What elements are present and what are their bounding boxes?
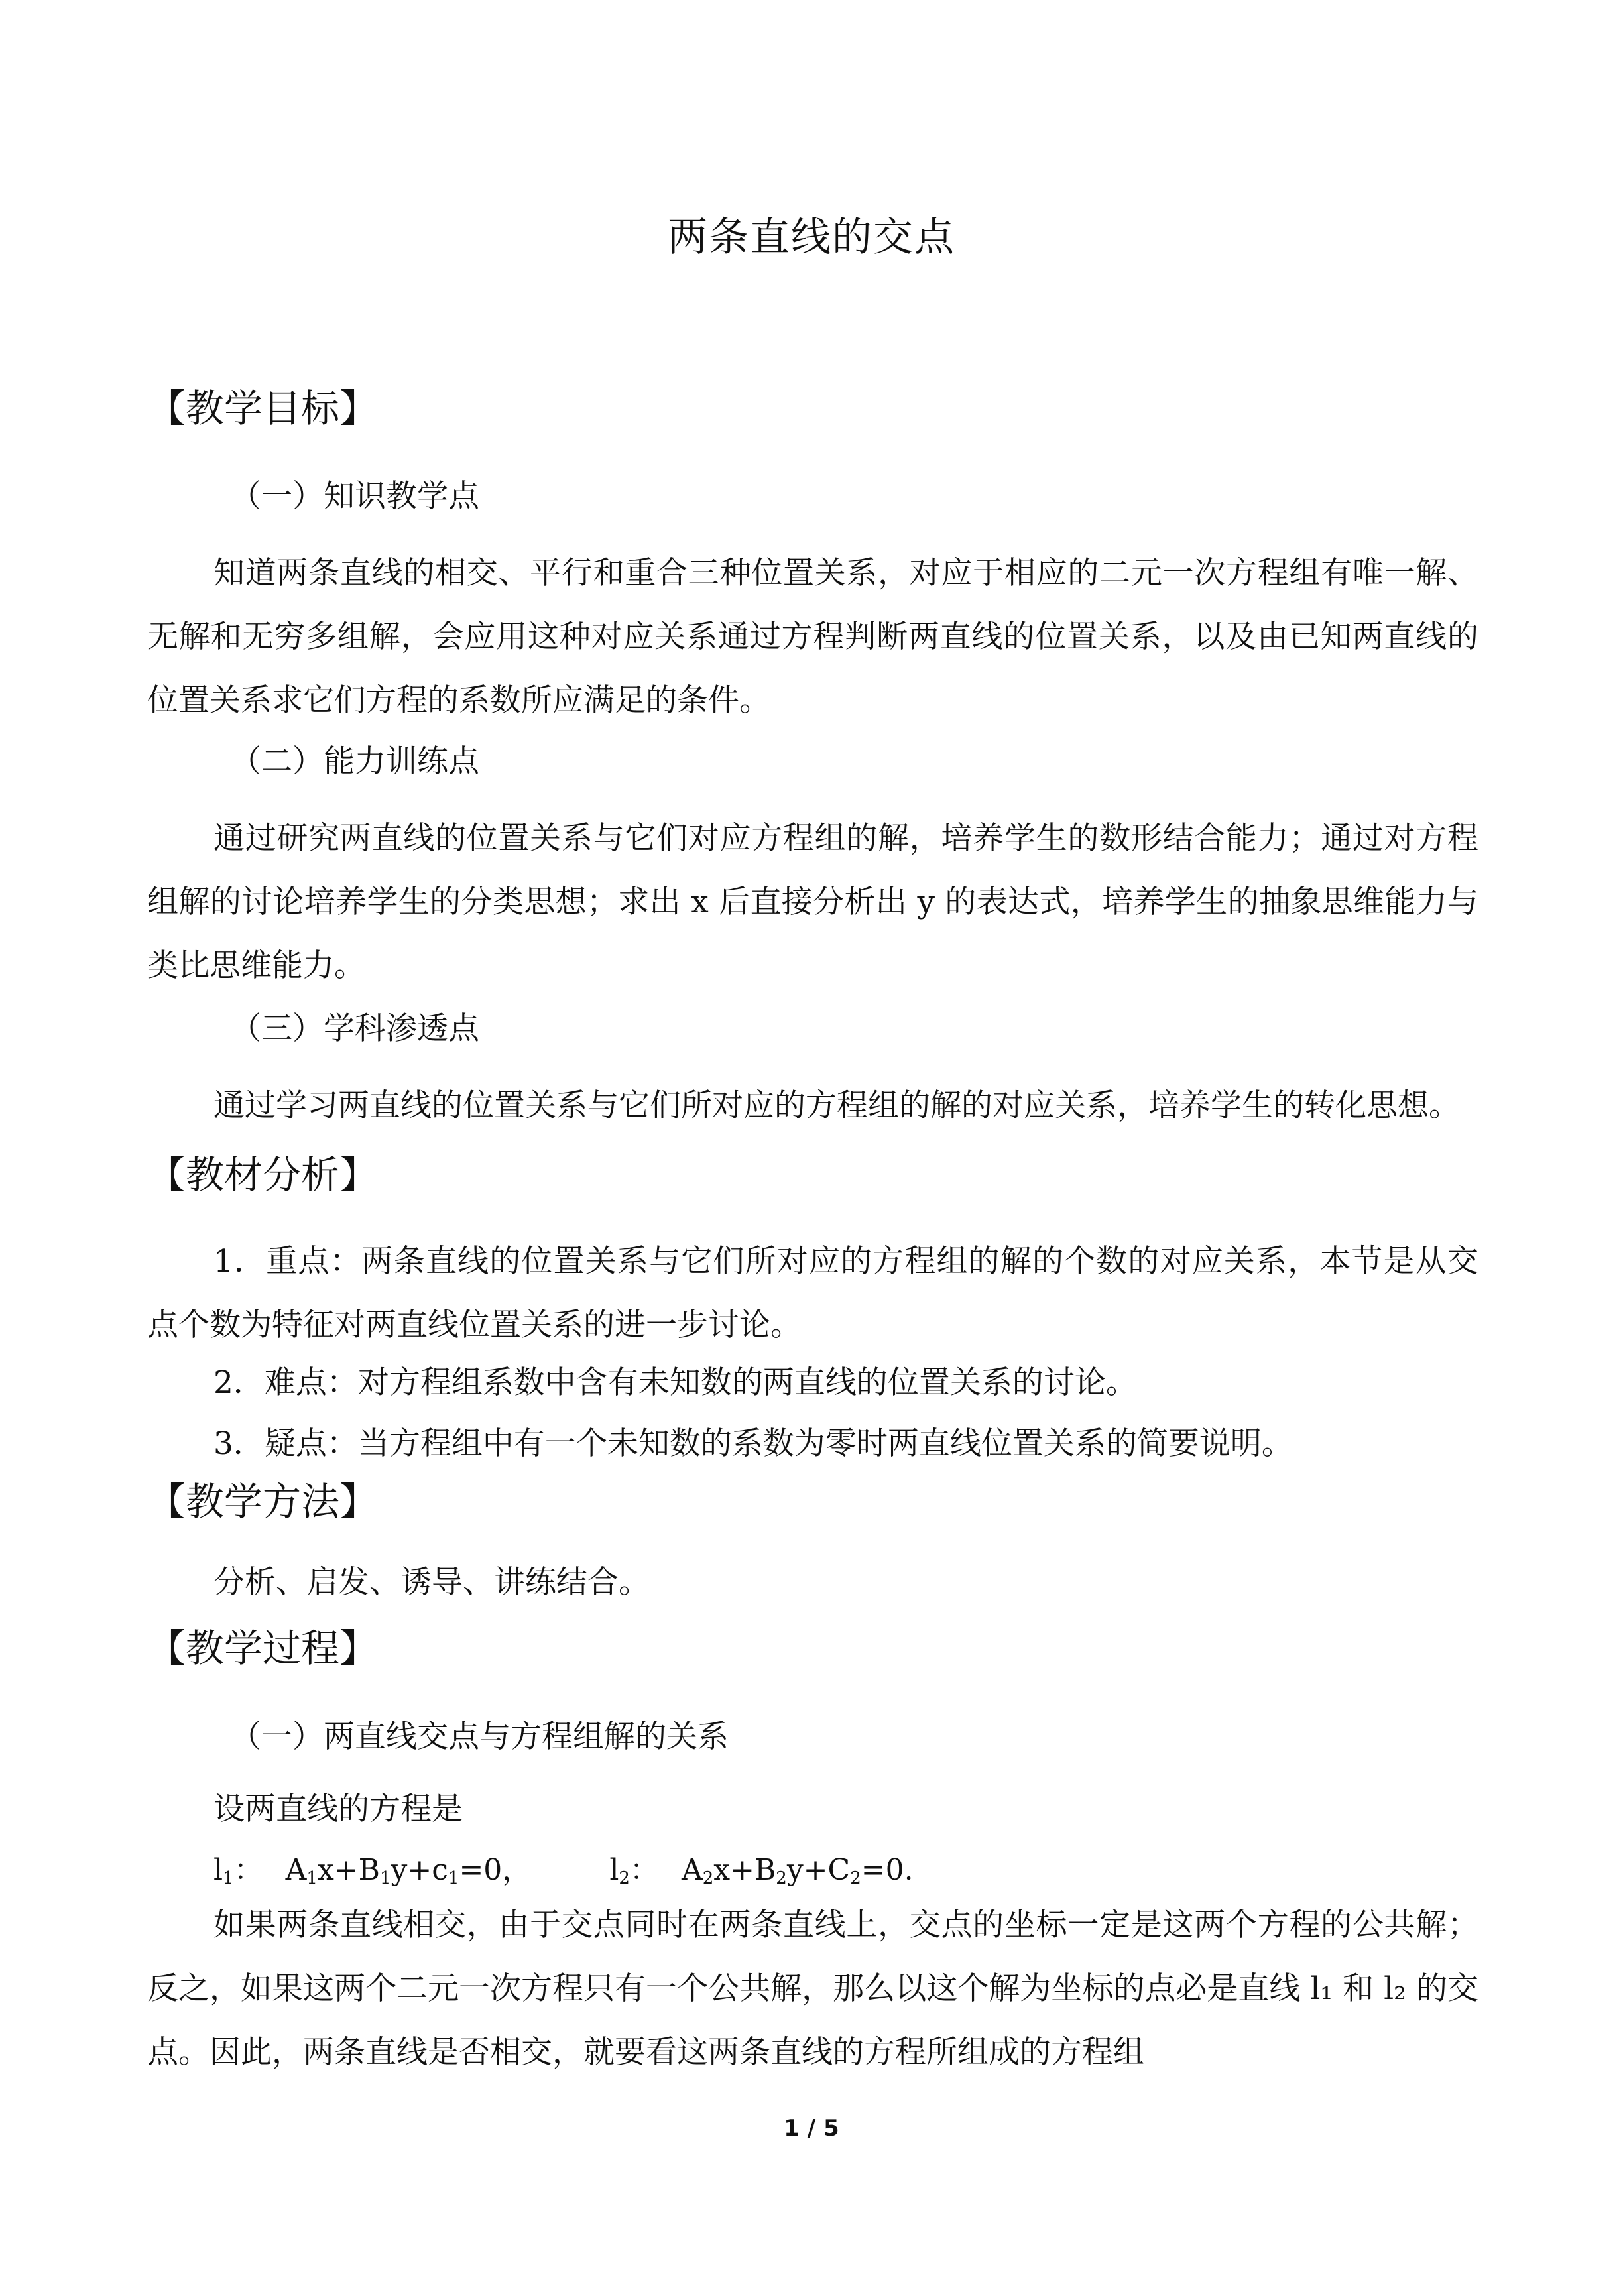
methods-text: 分析、启发、诱导、讲练结合。 (213, 1564, 650, 1601)
paragraph-intersection-explanation: 如果两条直线相交，由于交点同时在两条直线上，交点的坐标一定是这两个方程的公共解；反之，如果这两个二元一次方程只有一个公共解，那么以这个解为坐标的点必是直线 l₁ 和 l₂ 的交点。因此，两条直线是否相交，就要看这两条直线的方程所组成的方程组 (147, 1907, 1478, 2071)
section-heading-analysis: 【教材分析】 (147, 1152, 379, 1197)
paragraph-subject: 通过学习两直线的位置关系与它们所对应的方程组的解的对应关系，培养学生的转化思想。 (213, 1087, 1460, 1124)
equation-l1: $A_1x+B_1y+c_1=0$， (285, 1853, 532, 1888)
equation-l2: $A_2x+B_2y+C_2=0$. (681, 1853, 914, 1888)
analysis-point-difficulty: 2．难点：对方程组系数中含有未知数的两直线的位置关系的讨论。 (213, 1364, 1137, 1401)
process-intro: 设两直线的方程是 (213, 1791, 463, 1827)
l1-label: $l_1$： (213, 1853, 263, 1888)
subheading-subject: （三）学科渗透点 (230, 1010, 479, 1047)
l2-label: $l_2$： (609, 1853, 659, 1888)
paragraph-ability: 通过研究两直线的位置关系与它们对应方程组的解，培养学生的数形结合能力；通过对方程组解的讨论培养学生的分类思想；求出 x 后直接分析出 y 的表达式，培养学生的抽象思维能力与类比思维能力。 (147, 820, 1478, 984)
section-heading-methods: 【教学方法】 (147, 1479, 379, 1524)
page-title: 两条直线的交点 (668, 214, 955, 261)
analysis-point-doubt: 3．疑点：当方程组中有一个未知数的系数为零时两直线位置关系的简要说明。 (213, 1425, 1293, 1462)
section-heading-process: 【教学过程】 (147, 1626, 379, 1671)
paragraph-knowledge: 知道两条直线的相交、平行和重合三种位置关系，对应于相应的二元一次方程组有唯一解、无解和无穷多组解，会应用这种对应关系通过方程判断两直线的位置关系，以及由已知两直线的位置关系求它们方程的系数所应满足的条件。 (147, 555, 1478, 719)
subheading-intersection: （一）两直线交点与方程组解的关系 (230, 1719, 729, 1755)
subheading-ability: （二）能力训练点 (230, 743, 479, 780)
line-equations (213, 1850, 914, 1899)
analysis-point-key: 1．重点：两条直线的位置关系与它们所对应的方程组的解的个数的对应关系，本节是从交点个数为特征对两直线位置关系的进一步讨论。 (147, 1243, 1478, 1343)
page-number: 1 / 5 (784, 2115, 839, 2142)
section-heading-objectives: 【教学目标】 (147, 386, 379, 431)
subheading-knowledge: （一）知识教学点 (230, 478, 479, 514)
